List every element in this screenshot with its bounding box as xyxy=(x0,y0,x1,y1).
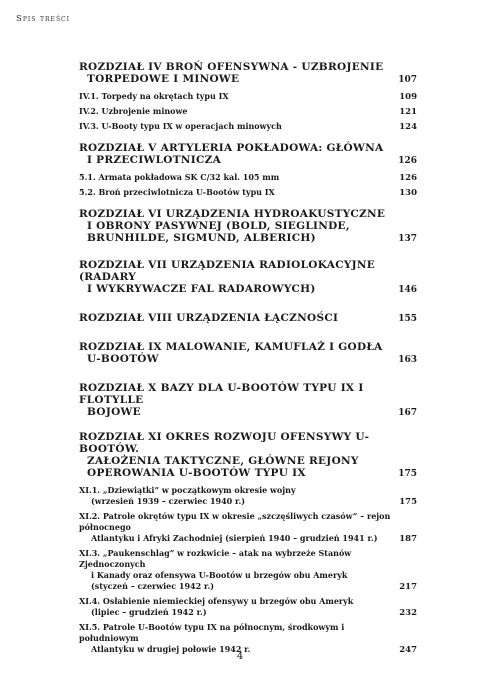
toc-entry-title xyxy=(79,341,398,365)
toc-entry-title xyxy=(79,208,398,244)
toc-entry-page: 175 xyxy=(399,497,417,507)
toc-entry-page: 167 xyxy=(398,408,417,418)
toc-entry-page: 137 xyxy=(398,234,417,244)
toc-entry-page: 130 xyxy=(399,188,417,198)
toc-entry-title-line: U-BOOTÓW xyxy=(87,353,159,365)
toc-entry-title-line: TORPEDOWE I MINOWE xyxy=(87,73,240,85)
toc-entry-title-line: ROZDZIAŁ IV BROŃ OFENSYWNA - UZBROJENIE xyxy=(79,61,384,73)
toc-entry-title-line: ROZDZIAŁ XI OKRES ROZWOJU OFENSYWY U-BOOTÓW. xyxy=(79,431,370,455)
toc-section-entry xyxy=(79,485,417,507)
toc-entry-title xyxy=(79,511,399,544)
toc-entry-title-line: XI.1. „Dziewiątki” w początkowym okresie wojny xyxy=(79,485,296,495)
toc-entry-title-line: BOJOWE xyxy=(87,406,141,418)
toc-entry-title xyxy=(79,121,399,132)
toc-entry-title-line: ROZDZIAŁ X BAZY DLA U-BOOTÓW TYPU IX I FLOTYLLE xyxy=(79,382,364,406)
toc-entry-title-line: BRUNHILDE, SIGMUND, ALBERICH) xyxy=(87,232,316,244)
toc-section-entry xyxy=(79,596,417,618)
toc-entry-title-line: ROZDZIAŁ VII URZĄDZENIA RADIOLOKACYJNE (RADARY xyxy=(79,259,376,283)
toc-entry-title xyxy=(79,596,399,618)
toc-entry-page: 187 xyxy=(399,534,417,544)
toc-chapter-entry xyxy=(79,382,417,418)
toc-entry-title-line: i Kanady oraz ofensywa U-Bootów u brzegów obu Ameryk xyxy=(91,570,348,580)
toc-chapter-entry xyxy=(79,431,417,479)
toc-chapter-entry xyxy=(79,341,417,365)
toc-entry-title-line: I PRZECIWLOTNICZA xyxy=(87,154,222,166)
toc-entry-page: 155 xyxy=(398,314,417,324)
toc-entry-page: 121 xyxy=(399,107,417,117)
toc-chapter-entry xyxy=(79,61,417,85)
toc-chapter-entry xyxy=(79,312,417,324)
toc-entry-title-line: OPEROWANIA U-BOOTÓW TYPU IX xyxy=(87,467,306,479)
toc-entry-page: 126 xyxy=(398,156,417,166)
toc-section-entry xyxy=(79,91,417,102)
toc-entry-title xyxy=(79,485,399,507)
toc-entry-title-line: XI.3. „Paukenschlag” w rozkwicie – atak na wybrzeże Stanów Zjednoczonych xyxy=(79,548,352,569)
toc-entry-title xyxy=(79,312,398,324)
toc-entry-title-line: I WYKRYWACZE FAL RADAROWYCH) xyxy=(87,283,316,295)
toc-section-entry xyxy=(79,121,417,132)
toc-chapter-entry xyxy=(79,142,417,166)
toc-entry-page: 232 xyxy=(399,608,417,618)
toc-entry-page: 175 xyxy=(398,469,417,479)
toc-entry-title-line: ZAŁOŻENIA TAKTYCZNE, GŁÓWNE REJONY xyxy=(87,455,359,467)
toc-entry-page: 107 xyxy=(398,75,417,85)
toc-entry-title-line: ROZDZIAŁ VI URZĄDZENIA HYDROAKUSTYCZNE xyxy=(79,208,386,220)
toc-entry-page: 124 xyxy=(399,122,417,132)
toc-entry-title xyxy=(79,172,399,183)
toc-entry-title-line: (wrzesień 1939 – czerwiec 1940 r.) xyxy=(91,496,246,506)
toc-section-entry xyxy=(79,187,417,198)
toc-entry-title-line: 5.2. Broń przeciwlotnicza U-Bootów typu IX xyxy=(79,187,275,197)
page-number: 4 xyxy=(236,651,244,662)
table-of-contents xyxy=(79,61,417,655)
toc-section-entry xyxy=(79,548,417,592)
toc-entry-title-line: ROZDZIAŁ VIII URZĄDZENIA ŁĄCZNOŚCI xyxy=(79,312,339,324)
toc-entry-title-line: ROZDZIAŁ V ARTYLERIA POKŁADOWA: GŁÓWNA xyxy=(79,142,384,154)
toc-entry-page: 163 xyxy=(398,355,417,365)
toc-entry-page: 247 xyxy=(399,645,417,655)
toc-entry-title-line: ROZDZIAŁ IX MALOWANIE, KAMUFLAŻ I GODŁA xyxy=(79,341,383,353)
toc-entry-title xyxy=(79,187,399,198)
toc-chapter-entry xyxy=(79,259,417,295)
toc-entry-page: 109 xyxy=(399,92,417,102)
toc-entry-title-line: (lipiec – grudzień 1942 r.) xyxy=(91,607,207,617)
toc-entry-title-line: 5.1. Armata pokładowa SK C/32 kal. 105 mm xyxy=(79,172,280,182)
toc-entry-title xyxy=(79,61,398,85)
toc-section-entry xyxy=(79,106,417,117)
toc-entry-title xyxy=(79,259,398,295)
toc-entry-title-line: IV.3. U-Booty typu IX w operacjach minowych xyxy=(79,121,282,131)
toc-entry-page: 146 xyxy=(398,285,417,295)
toc-entry-title xyxy=(79,106,399,117)
toc-entry-title-line: XI.4. Osłabienie niemieckiej ofensywy u brzegów obu Ameryk xyxy=(79,596,354,606)
toc-entry-title xyxy=(79,91,399,102)
toc-entry-title-line: XI.5. Patrole U-Bootów typu IX na północnym, środkowym i południowym xyxy=(79,622,345,643)
toc-section-entry xyxy=(79,511,417,544)
toc-entry-title xyxy=(79,142,398,166)
toc-entry-title xyxy=(79,382,398,418)
running-head: Spis treści xyxy=(16,14,71,24)
toc-entry-title-line: (styczeń – czerwiec 1942 r.) xyxy=(91,581,215,591)
toc-chapter-entry xyxy=(79,208,417,244)
toc-entry-title-line: I OBRONY PASYWNEJ (BOLD, SIEGLINDE, xyxy=(87,220,350,232)
toc-entry-title xyxy=(79,431,398,479)
toc-entry-title xyxy=(79,548,399,592)
toc-entry-page: 126 xyxy=(399,173,417,183)
toc-entry-title-line: Atlantyku i Afryki Zachodniej (sierpień 1940 – grudzień 1941 r.) xyxy=(91,533,378,543)
toc-entry-title-line: XI.2. Patrole okrętów typu IX w okresie „szczęśliwych czasów” – rejon północnego xyxy=(79,511,391,532)
toc-entry-title-line: IV.1. Torpedy na okrętach typu IX xyxy=(79,91,229,101)
toc-entry-page: 217 xyxy=(399,582,417,592)
toc-entry-title-line: Atlantyku w drugiej połowie 1942 r. xyxy=(91,644,251,654)
toc-entry-title-line: IV.2. Uzbrojenie minowe xyxy=(79,106,188,116)
toc-section-entry xyxy=(79,172,417,183)
